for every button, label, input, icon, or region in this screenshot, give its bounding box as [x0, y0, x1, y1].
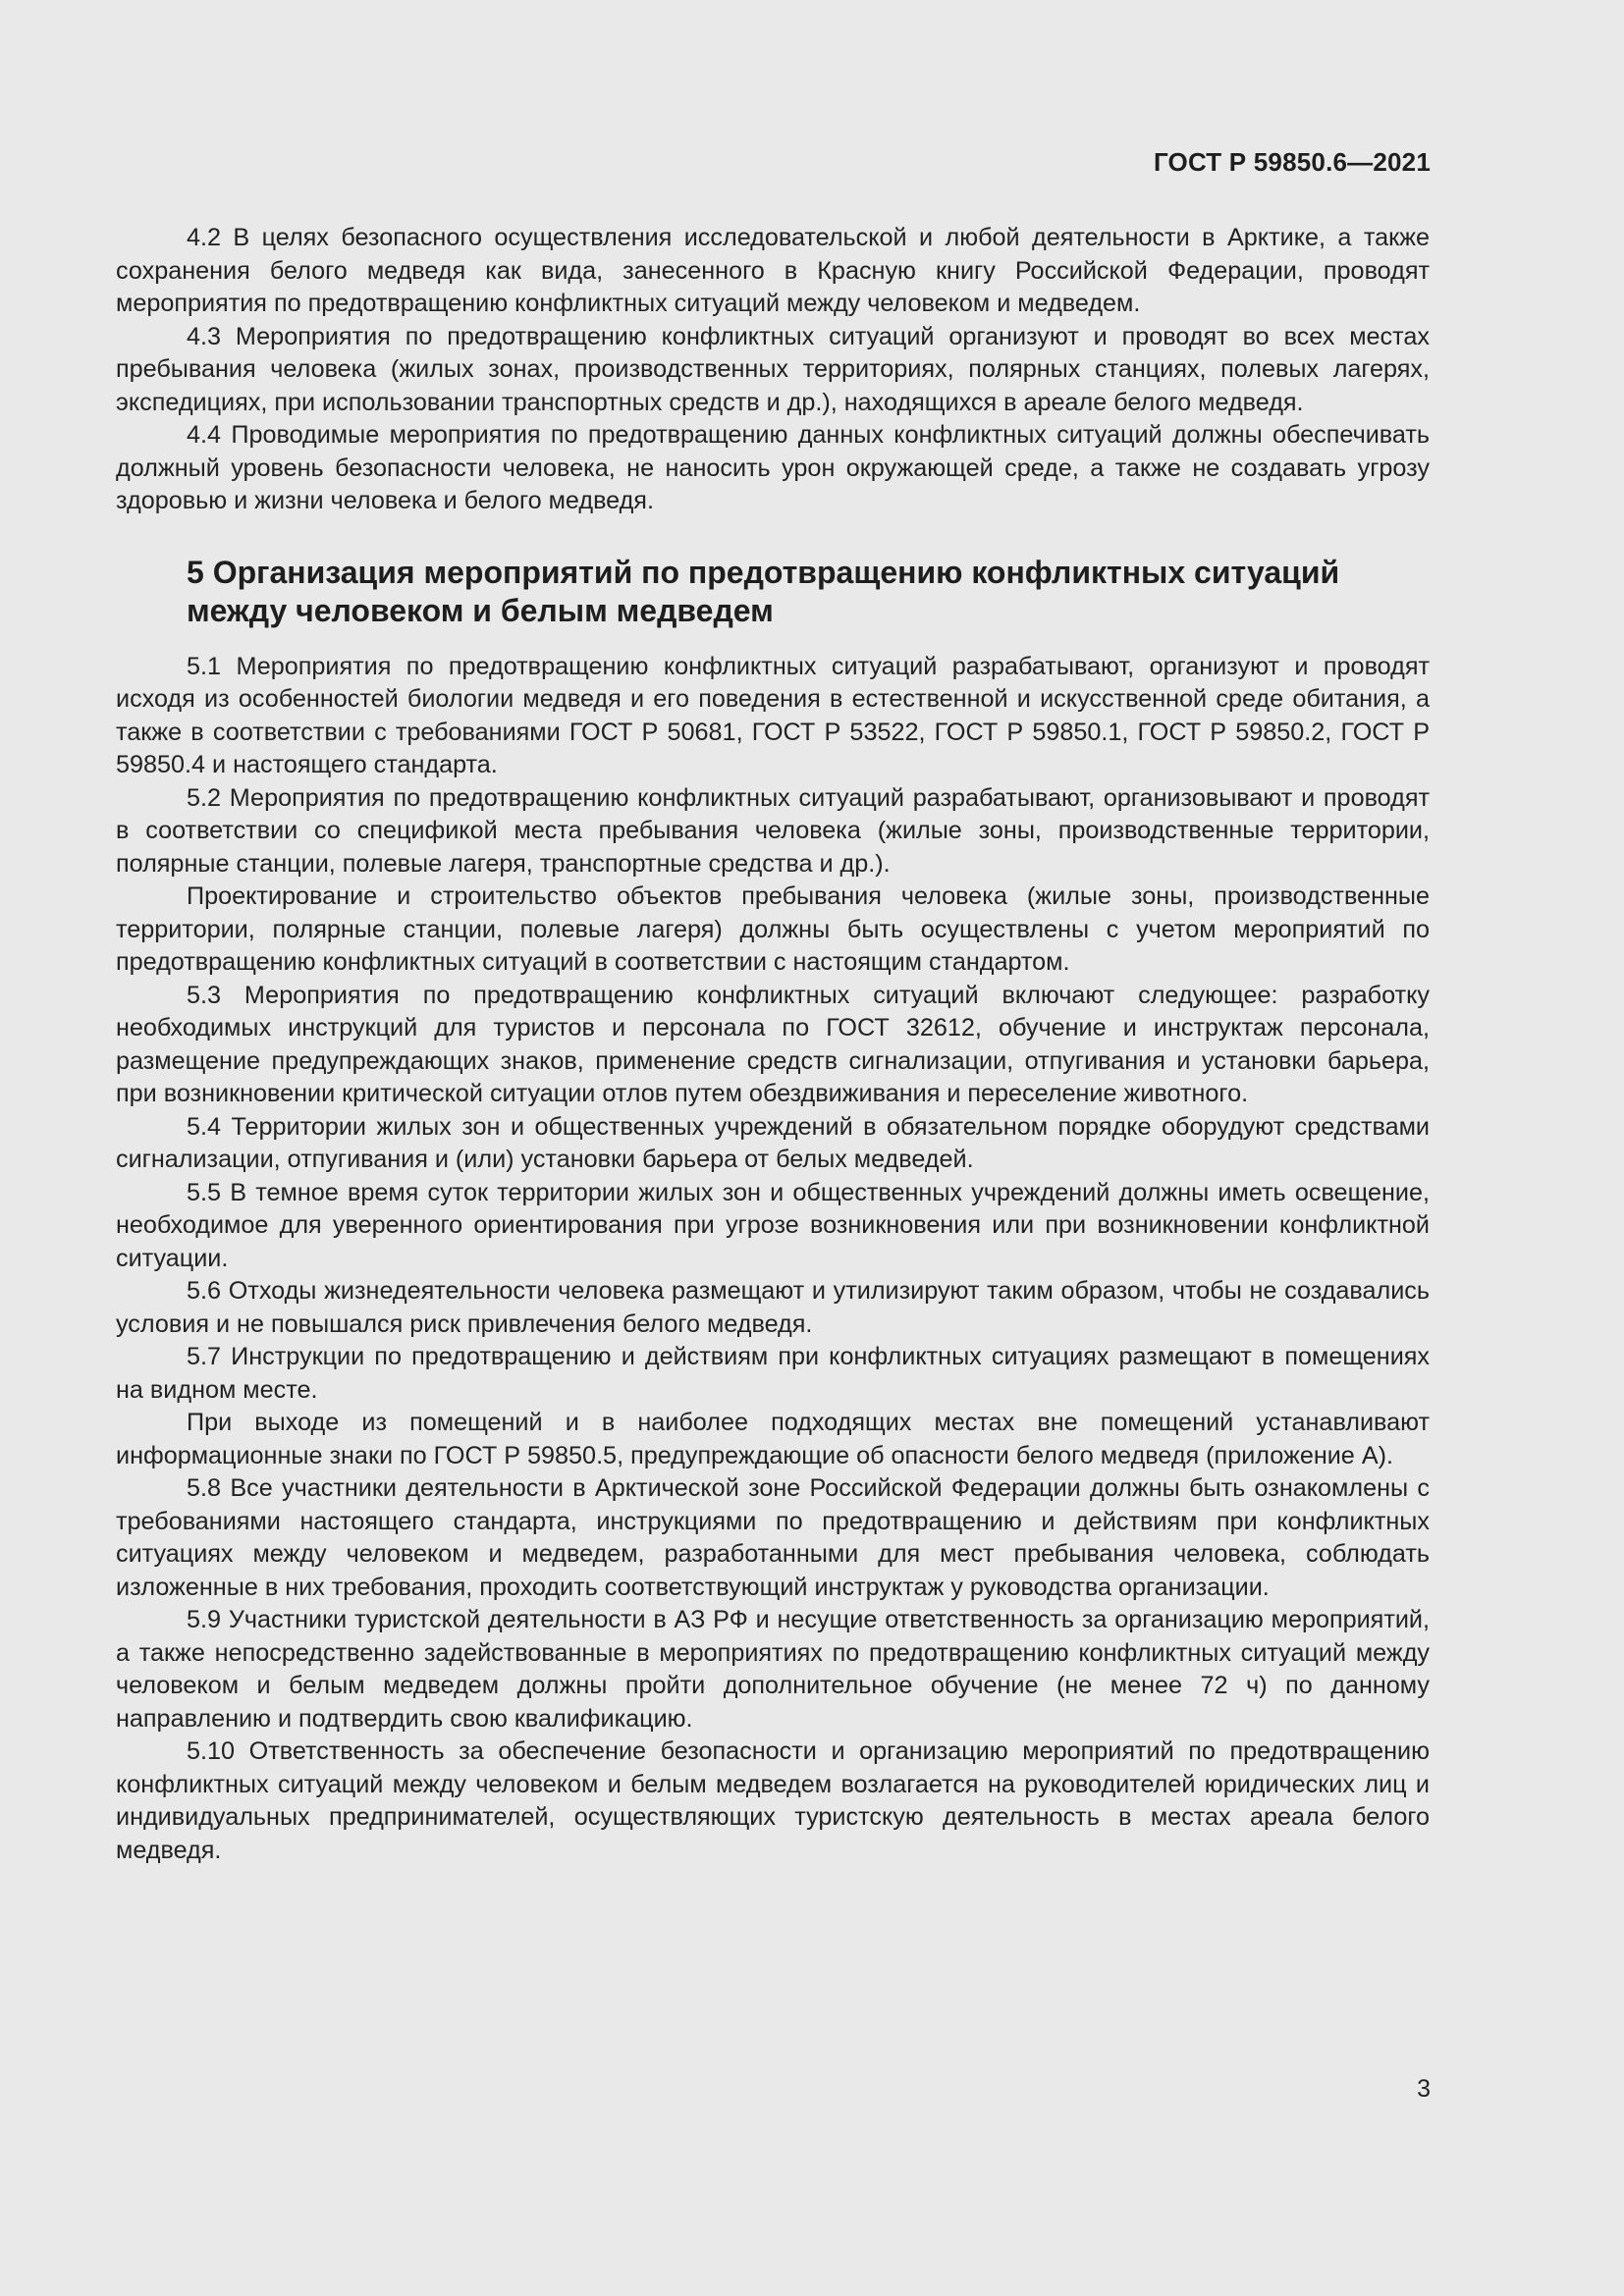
paragraph-5-8: 5.8 Все участники деятельности в Арктической зоне Российской Федерации должны быть ознакомлены с требованиями настоящего стандарта, инструкциями по предотвращению и действиям при конфликтных ситуациях между человеком и медведем, разработанными для мест пребывания человека, соблюдать изложенные в них требования, проходить соответствующий инструктаж у руководства организации. — [116, 1474, 1430, 1601]
paragraph-5-9: 5.9 Участники туристской деятельности в АЗ РФ и несущие ответственность за организацию мероприятий, а также непосредственно задействованные в мероприятиях по предотвращению конфликтных ситуаций между человеком и белым медведем должны пройти дополнительное обучение (не менее 72 ч) по данному направлению и подтвердить свою квалификацию. — [116, 1606, 1430, 1733]
paragraph-5-7: 5.7 Инструкции по предотвращению и действиям при конфликтных ситуациях размещают в помещениях на видном месте. — [116, 1343, 1430, 1404]
section-5-heading: 5 Организация мероприятий по предотвращению конфликтных ситуаций между человеком и белым медведем — [187, 554, 1340, 628]
paragraph-4-4: 4.4 Проводимые мероприятия по предотвращению данных конфликтных ситуаций должны обеспечивать должный уровень безопасности человека, не наносить урон окружающей среде, а также не создавать угрозу здоровью и жизни человека и белого медведя. — [116, 421, 1430, 514]
paragraph-5-1: 5.1 Мероприятия по предотвращению конфликтных ситуаций разрабатывают, организуют и проводят исходя из особенностей биологии медведя и его поведения в естественной и искусственной среде обитания, а также в соответствии с требованиями ГОСТ Р 50681, ГОСТ Р 53522, ГОСТ Р 59850.1, ГОСТ Р 59850.2, ГОСТ Р 59850.4 и настоящего стандарта. — [116, 652, 1430, 778]
paragraph-4-3: 4.3 Мероприятия по предотвращению конфликтных ситуаций организуют и проводят во всех местах пребывания человека (жилых зонах, производственных территориях, полярных станциях, полевых лагерях, экспедициях, при использовании транспортных средств и др.), находящихся в ареале белого медведя. — [116, 322, 1430, 416]
paragraph-5-4: 5.4 Территории жилых зон и общественных учреждений в обязательном порядке оборудуют средствами сигнализации, отпугивания и (или) установки барьера от белых медведей. — [116, 1112, 1430, 1173]
paragraph-5-7-signs: При выходе из помещений и в наиболее подходящих местах вне помещений устанавливают информационные знаки по ГОСТ Р 59850.5, предупреждающие об опасности белого медведя (приложение А). — [116, 1409, 1430, 1469]
document-code: ГОСТ Р 59850.6—2021 — [1153, 147, 1431, 177]
paragraph-5-3: 5.3 Мероприятия по предотвращению конфликтных ситуаций включают следующее: разработку необходимых инструкций для туристов и персонала по ГОСТ 32612, обучение и инструктаж персонала, размещение предупреждающих знаков, применение средств сигнализации, отпугивания и установки барьера, при возникновении критической ситуации отлов путем обездвиживания и переселение животного. — [116, 981, 1430, 1107]
paragraph-5-5: 5.5 В темное время суток территории жилых зон и общественных учреждений должны иметь освещение, необходимое для уверенного ориентирования при угрозе возникновения или при возникновении конфликтной ситуации. — [116, 1178, 1430, 1272]
paragraph-5-2: 5.2 Мероприятия по предотвращению конфликтных ситуаций разрабатывают, организовывают и проводят в соответствии со спецификой места пребывания человека (жилые зоны, производственные территории, полярные станции, полевые лагеря, транспортные средства и др.). — [116, 783, 1430, 878]
paragraph-4-2: 4.2 В целях безопасного осуществления исследовательской и любой деятельности в Арктике, а также сохранения белого медведя как вида, занесенного в Красную книгу Российской Федерации, проводят мероприятия по предотвращению конфликтных ситуаций между человеком и медведем. — [116, 224, 1430, 317]
page-number: 3 — [1417, 2075, 1431, 2103]
paragraph-5-2-design: Проектирование и строительство объектов пребывания человека (жилые зоны, производственные территории, полярные станции, полевые лагеря) должны быть осуществлены с учетом мероприятий по предотвращению конфликтных ситуаций в соответствии с настоящим стандартом. — [116, 882, 1430, 976]
paragraph-5-6: 5.6 Отходы жизнедеятельности человека размещают и утилизируют таким образом, чтобы не создавались условия и не повышался риск привлечения белого медведя. — [116, 1277, 1430, 1338]
document-body — [116, 222, 1430, 1867]
paragraph-5-10: 5.10 Ответственность за обеспечение безопасности и организацию мероприятий по предотвращению конфликтных ситуаций между человеком и белым медведем возлагается на руководителей юридических лиц и индивидуальных предпринимателей, осуществляющих туристскую деятельность в местах ареала белого медведя. — [116, 1737, 1430, 1864]
